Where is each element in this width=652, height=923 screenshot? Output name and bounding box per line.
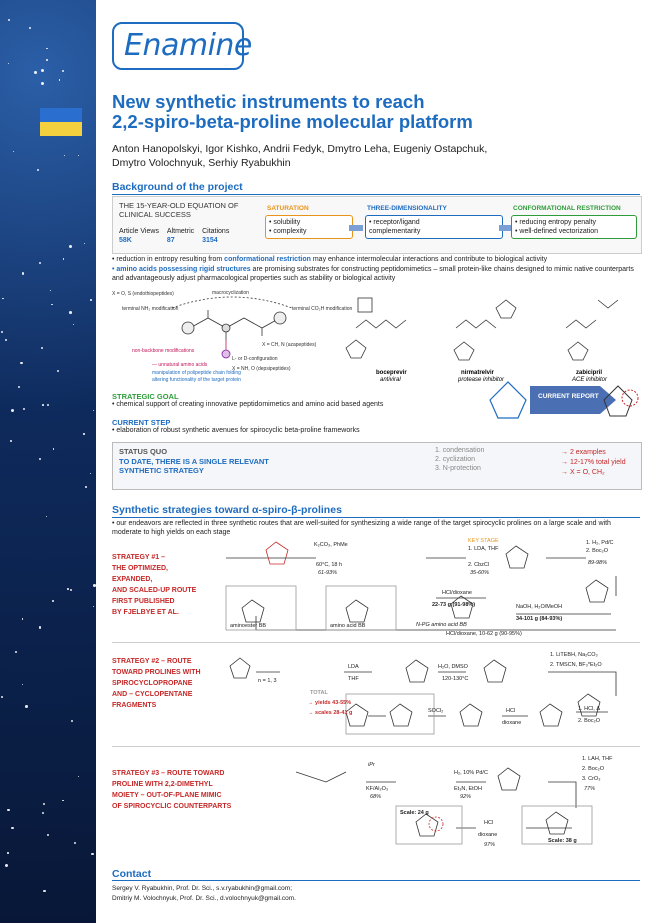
star-decoration [83, 433, 84, 434]
metric-views: Article Views 58K [119, 228, 159, 244]
star-decoration [73, 324, 75, 326]
svg-text:→ yields 43-55%: → yields 43-55% [308, 700, 352, 706]
star-decoration [47, 404, 50, 407]
star-decoration [71, 720, 73, 722]
saturation-label: SATURATION [267, 205, 309, 212]
metrics-row [119, 227, 235, 245]
svg-text:HCl/dioxane: HCl/dioxane [442, 590, 472, 596]
poster-title [112, 92, 632, 132]
svg-text:61-93%: 61-93% [318, 570, 337, 576]
svg-text:zabicipril: zabicipril [576, 370, 603, 376]
svg-text:dioxane: dioxane [502, 720, 522, 726]
star-decoration [39, 626, 41, 628]
star-decoration [50, 290, 51, 291]
star-decoration [91, 853, 94, 856]
star-decoration [64, 155, 65, 156]
contact-line-2: Dmitriy M. Volochnyuk, Prof. Dr. Sci., d.volochnyuk@gmail.com. [112, 895, 296, 902]
three-d-label: THREE-DIMENSIONALITY [367, 205, 447, 212]
strategic-goal-text: • chemical support of creating innovative peptidomimetics and amino acid based agents [112, 401, 384, 408]
star-decoration [22, 684, 23, 685]
contact-line-1: Sergey V. Ryabukhin, Prof. Dr. Sci., s.v.ryabukhin@gmail.com; [112, 885, 293, 892]
logo-text: Enamine [124, 28, 252, 63]
star-decoration [52, 600, 54, 602]
svg-text:89-98%: 89-98% [588, 560, 607, 566]
svg-text:CURRENT REPORT: CURRENT REPORT [538, 393, 599, 400]
equation-title: THE 15-YEAR-OLD EQUATION OF CLINICAL SUCCESS [119, 201, 239, 219]
strategy-3-label: STRATEGY #3 – ROUTE TOWARD PROLINE WITH 2,2-DIMETHYL MOIETY – OUT-OF-PLANE MIMIC OF SPIROCYCLIC COUNTERPARTS [112, 770, 232, 810]
background-heading: Background of the project [112, 181, 243, 193]
title-line-1: New synthetic instruments to reach [112, 91, 425, 112]
svg-text:2. CbzCl: 2. CbzCl [468, 562, 490, 568]
star-decoration [13, 151, 14, 152]
star-decoration [85, 486, 87, 488]
star-decoration [69, 311, 72, 314]
svg-text:N-PG amino acid BB: N-PG amino acid BB [416, 622, 467, 628]
svg-text:SOCl₂: SOCl₂ [428, 708, 444, 714]
strategic-goal-heading: STRATEGIC GOAL [112, 392, 179, 401]
star-decoration [41, 347, 43, 349]
svg-text:97%: 97% [484, 842, 496, 848]
svg-text:protease inhibitor: protease inhibitor [458, 377, 505, 383]
svg-text:dioxane: dioxane [478, 832, 498, 838]
star-decoration [67, 588, 69, 590]
svg-text:ACE inhibitor: ACE inhibitor [572, 377, 608, 383]
current-step-text: • elaboration of robust synthetic avenues for spirocyclic beta-proline frameworks [112, 427, 360, 434]
star-decoration [29, 27, 31, 29]
svg-text:THF: THF [348, 676, 359, 682]
star-decoration [42, 812, 44, 814]
star-decoration [1, 331, 3, 333]
conformational-label: CONFORMATIONAL RESTRICTION [513, 205, 621, 212]
strategy-1-scheme [216, 536, 646, 636]
strategy-2-scheme [216, 646, 646, 742]
svg-text:1. LDA, THF: 1. LDA, THF [468, 546, 499, 552]
star-decoration [39, 458, 41, 460]
divider-3 [112, 642, 640, 643]
status-quo-heading: STATUS QUO [119, 447, 168, 456]
svg-text:HCl: HCl [506, 708, 516, 714]
star-decoration [39, 262, 42, 265]
star-decoration [7, 809, 9, 811]
bullet-entropy: • reduction in entropy resulting from conformational restriction may enhance intermolecular interactions and contribute to biological activity [112, 256, 548, 263]
star-decoration [62, 800, 63, 801]
svg-text:terminal CO₂H modification: terminal CO₂H modification [292, 306, 353, 312]
svg-text:— unnatural amino acids: — unnatural amino acids [152, 362, 208, 368]
svg-text:→ scales 28-41 g: → scales 28-41 g [308, 710, 353, 716]
svg-text:Et₃N, EtOH: Et₃N, EtOH [454, 786, 482, 792]
svg-text:LDA: LDA [348, 664, 359, 670]
current-report-graphic [480, 360, 640, 440]
clinical-success-box [112, 196, 642, 254]
star-decoration [22, 618, 23, 619]
authors [112, 142, 532, 170]
authors-line-1: Anton Hanopolskyi, Igor Kishko, Andrii Fedyk, Dmytro Leha, Eugeniy Ostapchuk, [112, 143, 488, 155]
enamine-logo [112, 22, 252, 70]
star-decoration [23, 408, 25, 410]
metric-citations: Citations 3154 [202, 228, 230, 244]
status-step-1: 1. condensation [435, 447, 485, 454]
status-line-1: TO DATE, THERE IS A SINGLE RELEVANT [119, 457, 269, 466]
svg-text:altering functionality of the: altering functionality of the target protein [152, 377, 241, 383]
conformational-box: • reducing entropy penalty • well-defined vectorization [511, 215, 637, 239]
star-decoration [41, 82, 44, 85]
svg-text:77%: 77% [584, 786, 596, 792]
star-decoration [84, 243, 85, 244]
svg-text:Scale: 38 g: Scale: 38 g [548, 838, 577, 844]
svg-text:terminal NH₂ modification: terminal NH₂ modification [122, 306, 179, 312]
svg-text:nirmatrelvir: nirmatrelvir [461, 370, 495, 376]
star-decoration [51, 304, 52, 305]
svg-text:22-73 g (91-98%): 22-73 g (91-98%) [432, 602, 476, 608]
svg-text:3. CrO₃: 3. CrO₃ [582, 776, 601, 782]
svg-text:Scale: 24 g: Scale: 24 g [400, 810, 429, 816]
svg-text:antiviral: antiviral [380, 377, 401, 383]
svg-text:TOTAL: TOTAL [310, 690, 328, 696]
svg-text:120-130°C: 120-130°C [442, 676, 469, 682]
strategies-heading: Synthetic strategies toward α-spiro-β-prolines [112, 504, 342, 516]
star-decoration [25, 705, 28, 708]
saturation-box: • solubility • complexity [265, 215, 353, 239]
svg-text:HCl/dioxane, 10-62 g (90-95%): HCl/dioxane, 10-62 g (90-95%) [446, 631, 522, 637]
star-decoration [18, 386, 20, 388]
star-decoration [70, 589, 72, 591]
status-result-3: → X = O, CH₂ [561, 469, 605, 476]
strategies-intro: • our endeavors are reflected in three synthetic routes that are well-suited for synthesizing a wide range of the target spirocyclic prolines on a large scale and with moderate to high yields on each stage [112, 520, 611, 536]
svg-text:H₂O, DMSO: H₂O, DMSO [438, 664, 468, 670]
title-line-2: 2,2-spiro-beta-proline molecular platform [112, 111, 473, 132]
space-background-panel [0, 0, 96, 923]
star-decoration [1, 696, 3, 698]
star-decoration [43, 890, 46, 893]
svg-text:L- or D-configuration: L- or D-configuration [232, 356, 278, 362]
arrow-connector-2 [499, 225, 511, 231]
star-decoration [93, 606, 94, 607]
star-decoration [93, 410, 94, 411]
status-quo-box [112, 442, 642, 490]
star-decoration [46, 59, 48, 61]
strategy-2-label: STRATEGY #2 – ROUTE TOWARD PROLINES WITH SPIROCYCLOPROPANE AND – CYCLOPENTANE FRAGMENTS [112, 658, 201, 709]
svg-text:KF/Al₂O₃: KF/Al₂O₃ [366, 786, 389, 792]
svg-text:2. Boc₂O: 2. Boc₂O [578, 718, 601, 724]
star-decoration [5, 339, 7, 341]
star-decoration [2, 298, 4, 300]
arrow-connector [349, 225, 363, 231]
svg-text:35-60%: 35-60% [470, 570, 489, 576]
svg-text:68%: 68% [370, 794, 382, 800]
svg-text:manipulation of polipeptide ch: manipulation of polipeptide chain folding [152, 370, 241, 376]
poster-main [96, 0, 652, 923]
star-decoration [5, 864, 8, 867]
star-decoration [57, 370, 60, 373]
status-line-2: SYNTHETIC STRATEGY [119, 466, 204, 475]
svg-text:60°C, 18 h: 60°C, 18 h [316, 562, 343, 568]
divider-5 [112, 880, 640, 881]
three-d-box: • receptor/ligand complementarity [365, 215, 503, 239]
status-step-2: 2. cyclization [435, 456, 476, 463]
svg-text:NaOH, H₂O/MeOH: NaOH, H₂O/MeOH [516, 604, 563, 610]
divider [112, 194, 640, 195]
star-decoration [74, 842, 76, 844]
star-decoration [46, 516, 47, 517]
svg-text:1. LiTEBH, Na₂CO₃: 1. LiTEBH, Na₂CO₃ [550, 652, 598, 658]
svg-text:1. H₂, Pd/C: 1. H₂, Pd/C [586, 540, 614, 546]
star-decoration [53, 448, 54, 449]
authors-line-2: Dmytro Volochnyuk, Serhiy Ryabukhin [112, 157, 291, 169]
svg-text:n = 1, 3: n = 1, 3 [258, 678, 277, 684]
star-decoration [59, 79, 61, 81]
status-result-2: → 12-17% total yield [561, 459, 626, 466]
metric-altmetric: Altmetric 87 [166, 228, 195, 244]
svg-text:HCl: HCl [484, 820, 494, 826]
star-decoration [78, 155, 79, 156]
star-decoration [90, 299, 92, 301]
star-decoration [41, 69, 44, 72]
star-decoration [20, 362, 22, 364]
star-decoration [8, 19, 10, 21]
svg-text:34-101 g (84-93%): 34-101 g (84-93%) [516, 616, 563, 622]
divider-2 [112, 517, 640, 518]
svg-text:X = O, S (endothiopeptides): X = O, S (endothiopeptides) [112, 291, 174, 297]
strategy-1-label: STRATEGY #1 – THE OPTIMIZED, EXPANDED, AND SCALED-UP ROUTE FIRST PUBLISHED BY FJELBYE ET AL. [112, 554, 197, 616]
svg-text:92%: 92% [460, 794, 472, 800]
star-decoration [90, 473, 91, 474]
svg-text:1. HCl, Δ: 1. HCl, Δ [578, 706, 601, 712]
star-decoration [10, 440, 12, 442]
svg-text:X = CH, N (azapeptides): X = CH, N (azapeptides) [262, 342, 317, 348]
star-decoration [11, 827, 13, 829]
svg-text:aminoester BB: aminoester BB [230, 623, 267, 629]
star-decoration [43, 803, 45, 805]
ukraine-flag-icon [40, 108, 82, 136]
peptide-modification-scheme [112, 288, 353, 384]
star-decoration [7, 852, 8, 853]
star-decoration [46, 48, 48, 50]
star-decoration [69, 245, 72, 248]
star-decoration [34, 71, 37, 74]
star-decoration [63, 258, 64, 259]
svg-text:X = NH, O (depsipeptides): X = NH, O (depsipeptides) [232, 366, 291, 372]
svg-text:macrocyclization: macrocyclization [212, 290, 249, 296]
bullet-rigid: • amino acids possessing rigid structures are promising substrates for constructing peptidomimetics – small protein-like chains designed to mimic native counterparts and advantageously adjust pharmacological properties such as stability or biological activity [112, 266, 634, 282]
contact-heading: Contact [112, 868, 152, 880]
svg-text:boceprevir: boceprevir [376, 370, 407, 376]
svg-text:2. Boc₂O: 2. Boc₂O [586, 548, 609, 554]
svg-text:2. Boc₂O: 2. Boc₂O [582, 766, 605, 772]
svg-text:1. LAH, THF: 1. LAH, THF [582, 756, 613, 762]
svg-text:KEY STAGE: KEY STAGE [468, 538, 499, 544]
svg-text:amino acid BB: amino acid BB [330, 623, 366, 629]
current-step-heading: CURRENT STEP [112, 418, 171, 427]
svg-text:H₂, 10% Pd/C: H₂, 10% Pd/C [454, 770, 488, 776]
star-decoration [22, 272, 25, 275]
star-decoration [8, 63, 9, 64]
divider-4 [112, 746, 640, 747]
svg-text:K₂CO₃, PhMe: K₂CO₃, PhMe [314, 542, 348, 548]
svg-text:2. TMSCN, BF₃*Et₂O: 2. TMSCN, BF₃*Et₂O [550, 662, 602, 668]
star-decoration [78, 776, 79, 777]
strategy-3-scheme [286, 752, 646, 852]
status-result-1: → 2 examples [561, 449, 606, 456]
star-decoration [37, 169, 39, 171]
star-decoration [11, 409, 14, 412]
status-step-3: 3. N-protection [435, 465, 481, 472]
star-decoration [15, 651, 17, 653]
star-decoration [62, 70, 64, 72]
svg-text:non-backbone modifications: non-backbone modifications [132, 348, 195, 354]
star-decoration [42, 404, 44, 406]
svg-text:iPr: iPr [368, 762, 375, 768]
star-decoration [47, 834, 49, 836]
